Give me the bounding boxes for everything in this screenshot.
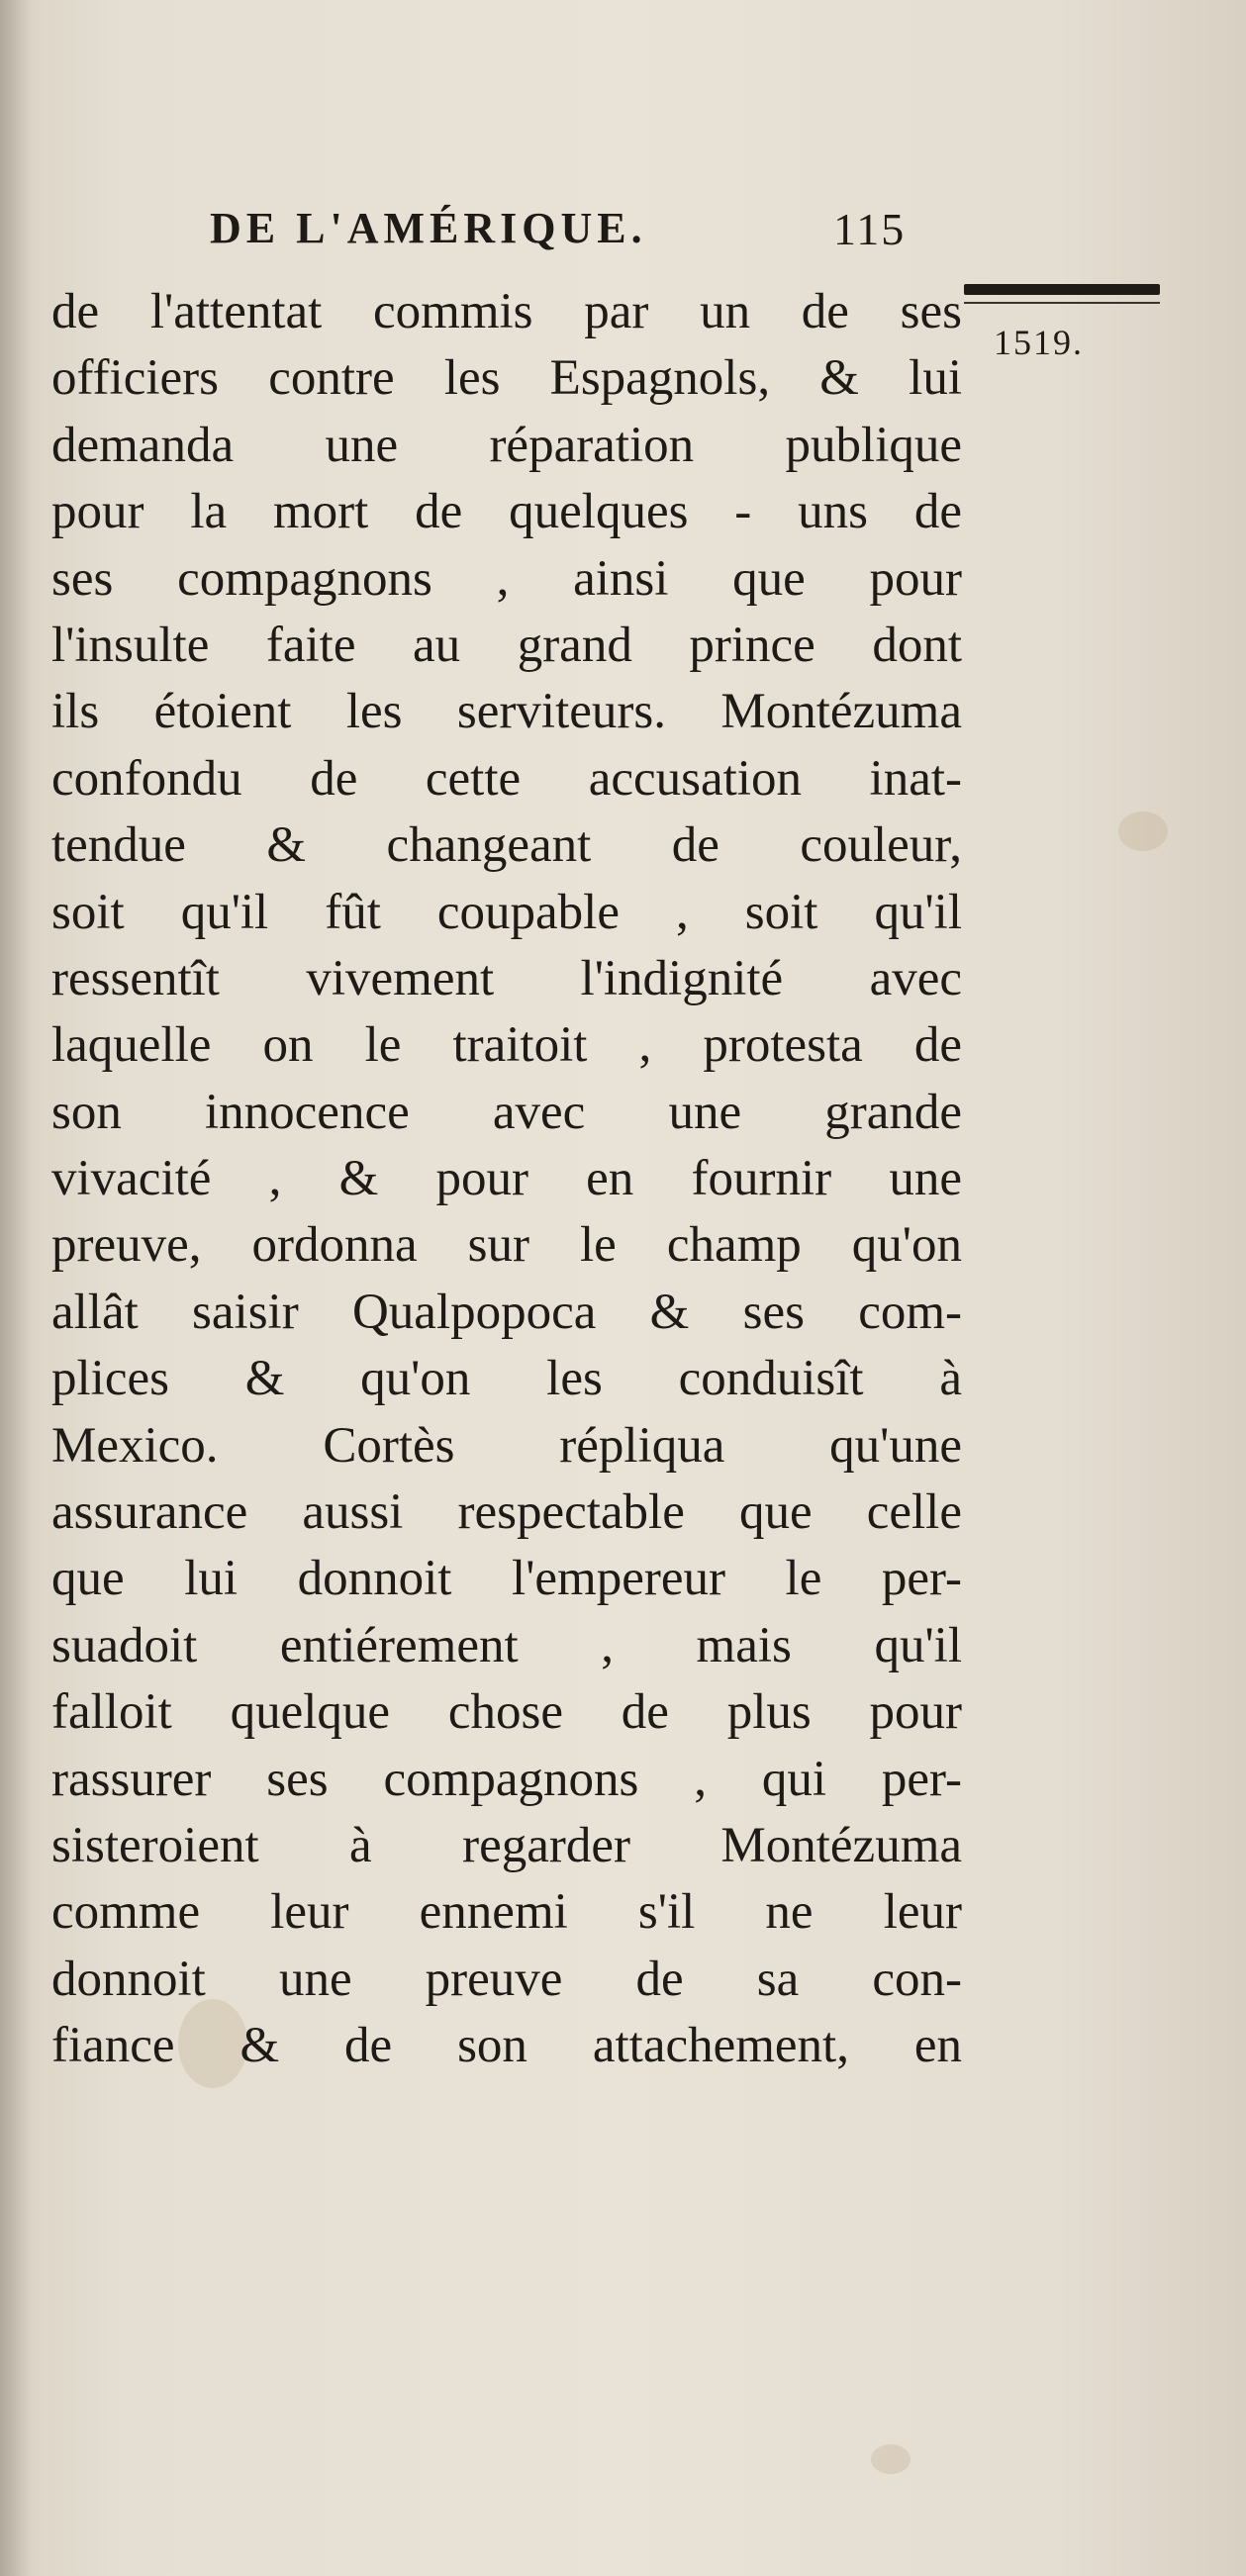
text-line: son innocence avec une grande bbox=[51, 1084, 962, 1140]
text-line: allât saisir Qualpopoca & ses com- bbox=[51, 1284, 962, 1340]
text-line: pour la mort de quelques - uns de bbox=[51, 484, 962, 540]
margin-rule-thin bbox=[964, 302, 1160, 304]
text-line: rassurer ses compagnons , qui per- bbox=[51, 1751, 962, 1807]
foxing-stain bbox=[871, 2444, 911, 2474]
text-line: que lui donnoit l'empereur le per- bbox=[51, 1551, 962, 1607]
text-line: suadoit entiérement , mais qu'il bbox=[51, 1617, 962, 1673]
text-line: soit qu'il fût coupable , soit qu'il bbox=[51, 884, 962, 940]
text-line: demanda une réparation publique bbox=[51, 417, 962, 473]
margin-rule bbox=[964, 284, 1160, 295]
margin-year: 1519. bbox=[994, 323, 1084, 362]
text-line: ses compagnons , ainsi que pour bbox=[51, 550, 962, 607]
text-line: sisteroient à regarder Montézuma bbox=[51, 1817, 962, 1873]
text-line: comme leur ennemi s'il ne leur bbox=[51, 1884, 962, 1941]
text-line: officiers contre les Espagnols, & lui bbox=[51, 350, 962, 407]
text-line: plices & qu'on les conduisît à bbox=[51, 1351, 962, 1407]
text-line: preuve, ordonna sur le champ qu'on bbox=[51, 1217, 962, 1274]
text-line: vivacité , & pour en fournir une bbox=[51, 1151, 962, 1207]
text-line: Mexico. Cortès répliqua qu'une bbox=[51, 1417, 962, 1474]
text-line: fiance & de son attachement, en bbox=[51, 2018, 962, 2074]
page-number: 115 bbox=[833, 204, 907, 254]
text-line: falloit quelque chose de plus pour bbox=[51, 1684, 962, 1741]
gutter-shadow bbox=[0, 0, 30, 2576]
text-line: de l'attentat commis par un de ses bbox=[51, 284, 962, 339]
running-head-title: DE L'AMÉRIQUE. bbox=[210, 204, 647, 252]
text-line: confondu de cette accusation inat- bbox=[51, 750, 962, 807]
text-line: laquelle on le traitoit , protesta de bbox=[51, 1017, 962, 1074]
body-text bbox=[51, 279, 962, 2080]
text-line: ils étoient les serviteurs. Montézuma bbox=[51, 684, 962, 740]
text-line: ressentît vivement l'indignité avec bbox=[51, 950, 962, 1006]
text-line: l'insulte faite au grand prince dont bbox=[51, 617, 962, 673]
text-line: tendue & changeant de couleur, bbox=[51, 817, 962, 874]
text-line: assurance aussi respectable que celle bbox=[51, 1484, 962, 1541]
text-line: donnoit une preuve de sa con- bbox=[51, 1951, 962, 2007]
foxing-stain bbox=[1118, 811, 1168, 851]
running-head bbox=[210, 203, 952, 262]
